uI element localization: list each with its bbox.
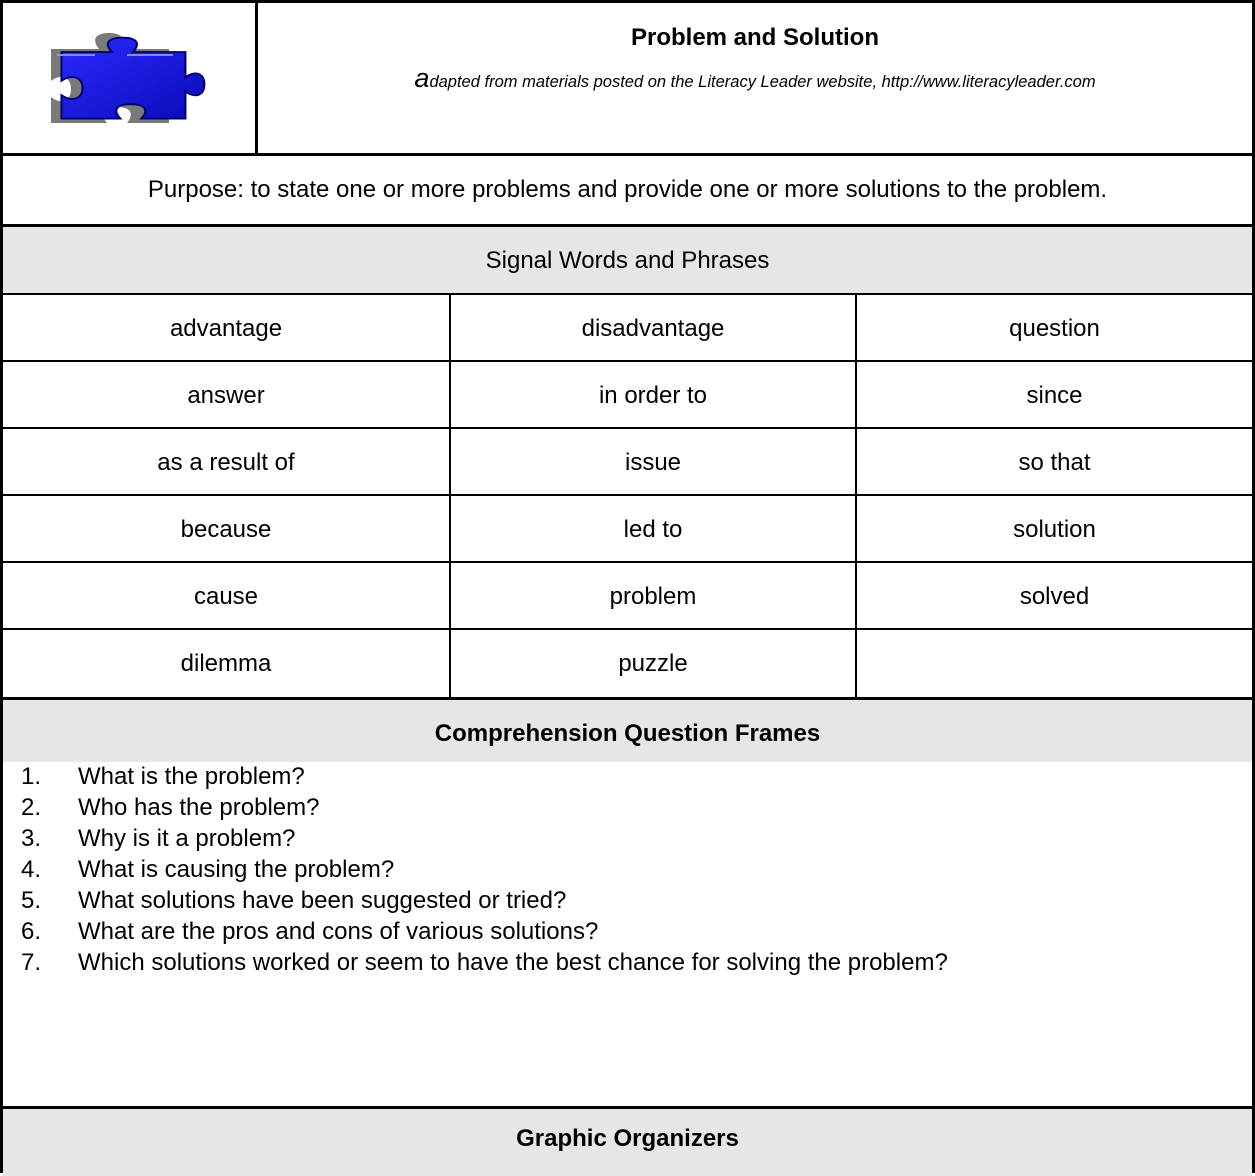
list-number: 4. <box>21 856 42 883</box>
list-item <box>21 855 394 885</box>
question-text: Which solutions worked or seem to have the best chance for solving the problem? <box>78 949 948 976</box>
title-cell <box>258 3 1252 153</box>
question-text: Why is it a problem? <box>78 825 296 852</box>
list-number: 1. <box>21 763 42 790</box>
list-item <box>21 886 566 916</box>
signal-word: answer <box>187 382 265 409</box>
attribution-text: dapted from materials posted on the Literacy Leader website, http://www.literacyleader.com <box>429 73 1096 91</box>
signal-word: cause <box>193 583 259 610</box>
signal-word: as a result of <box>157 449 295 476</box>
list-number: 7. <box>21 949 42 976</box>
signal-word: question <box>1009 315 1100 342</box>
signal-word: dilemma <box>180 650 272 677</box>
question-text: Who has the problem? <box>78 794 320 821</box>
puzzle-piece-icon <box>35 33 230 133</box>
list-item <box>21 917 598 947</box>
question-frames-heading: Comprehension Question Frames <box>3 700 1252 762</box>
signal-word: solution <box>1013 516 1096 543</box>
signal-word: advantage <box>169 315 283 342</box>
header <box>3 3 1252 153</box>
list-item <box>21 793 319 823</box>
attribution-initial: a <box>414 63 430 93</box>
graphic-organizers-heading: Graphic Organizers <box>3 1109 1252 1176</box>
list-number: 6. <box>21 918 42 945</box>
signal-word: solved <box>1019 583 1090 610</box>
question-text: What solutions have been suggested or tried? <box>78 887 567 914</box>
attribution <box>258 63 1252 94</box>
question-text: What are the pros and cons of various solutions? <box>78 918 599 945</box>
signal-word: led to <box>623 516 683 543</box>
list-number: 5. <box>21 887 42 914</box>
signal-word: problem <box>609 583 697 610</box>
list-item <box>21 762 305 792</box>
list-number: 3. <box>21 825 42 852</box>
question-text: What is the problem? <box>78 763 305 790</box>
signal-word: puzzle <box>618 650 688 677</box>
signal-words-table <box>3 295 1252 698</box>
list-item <box>21 948 948 978</box>
question-text: What is causing the problem? <box>78 856 395 883</box>
signal-word: so that <box>1018 449 1091 476</box>
logo-cell <box>3 3 258 153</box>
page-title: Problem and Solution <box>630 24 879 51</box>
signal-word: in order to <box>598 382 708 409</box>
list-item <box>21 824 295 854</box>
signal-word: because <box>180 516 272 543</box>
signal-word: disadvantage <box>581 315 725 342</box>
signal-word <box>857 630 1252 697</box>
signal-word: issue <box>624 449 682 476</box>
purpose-statement: Purpose: to state one or more problems and provide one or more solutions to the problem. <box>147 176 1108 203</box>
list-number: 2. <box>21 794 42 821</box>
signal-words-heading: Signal Words and Phrases <box>3 227 1252 295</box>
signal-word: since <box>1026 382 1083 409</box>
